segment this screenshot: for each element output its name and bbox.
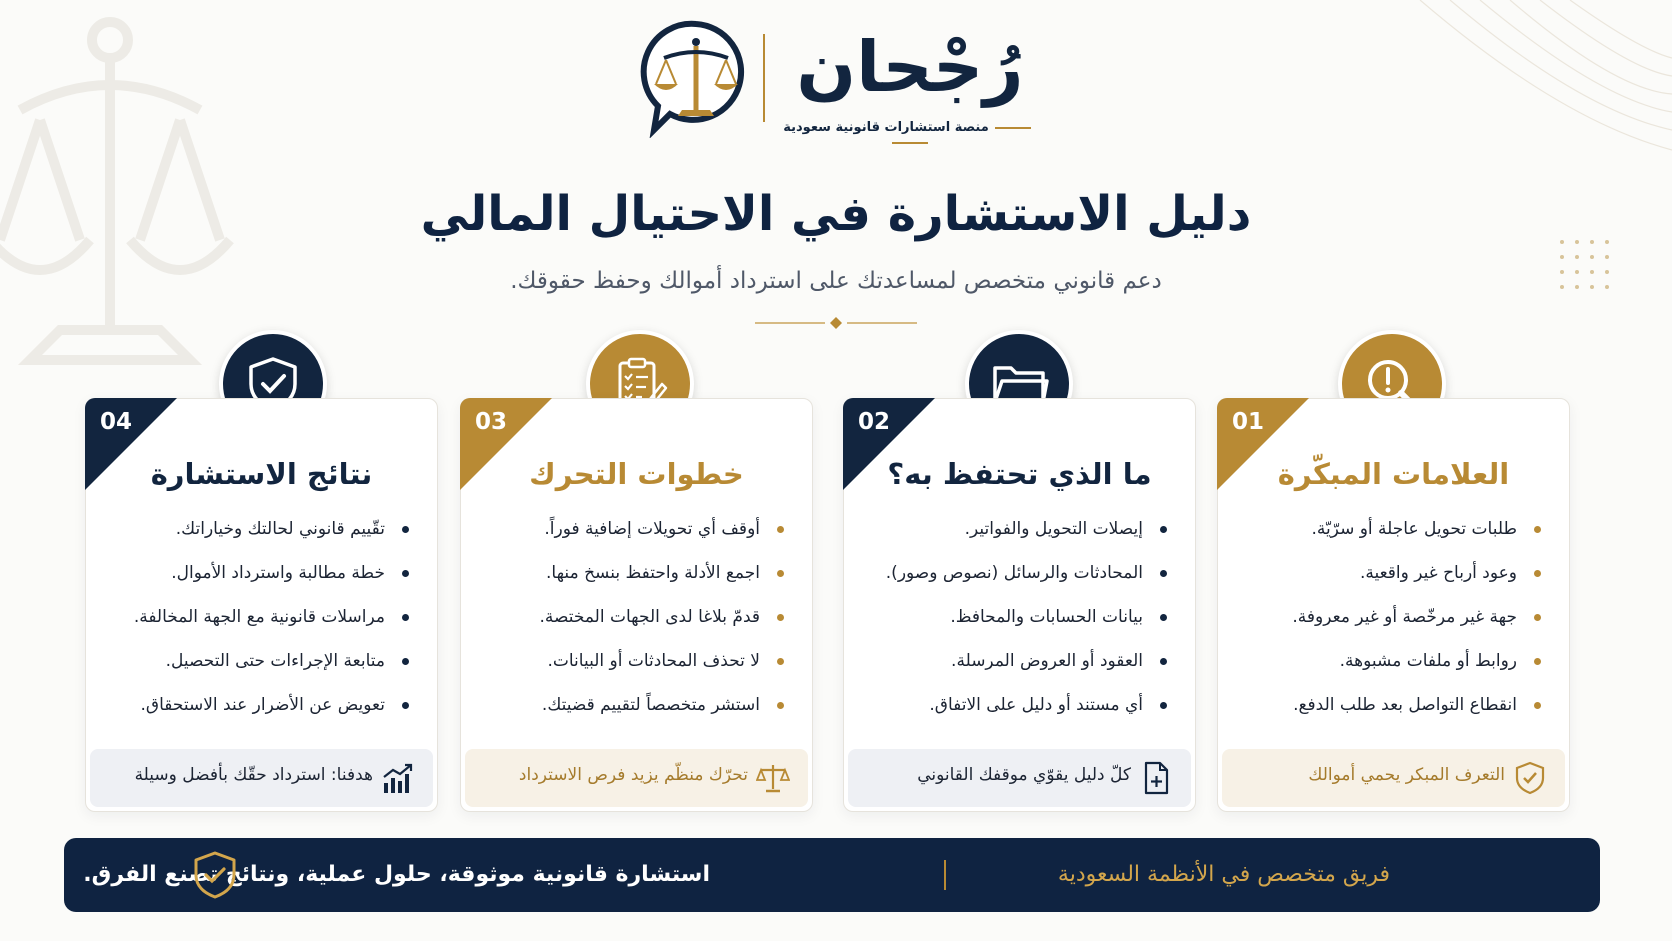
list-item: أوقف أي تحويلات إضافية فوراً.: [476, 514, 786, 558]
banner-tagline-text: استشارة قانونية موثوقة، حلول عملية، ونتائج تصنع الفرق.: [83, 862, 710, 887]
list-item: لا تحذف المحادثات أو البيانات.: [476, 646, 786, 690]
card-title: خطوات التحرك: [529, 457, 744, 491]
card-footer: [90, 749, 433, 807]
list-item: العقود أو العروض المرسلة.: [859, 646, 1169, 690]
list-item: مراسلات قانونية مع الجهة المخالفة.: [101, 602, 411, 646]
card-number: 01: [1232, 409, 1265, 435]
list-item: تعويض عن الأضرار عند الاستحقاق.: [101, 690, 411, 734]
card-consultation-results: [85, 398, 438, 812]
scales-icon: [756, 761, 790, 795]
card-footer-text: هدفنا: استرداد حقّك بأفضل وسيلة: [134, 765, 373, 785]
list-item: إيصلات التحويل والفواتير.: [859, 514, 1169, 558]
header: [0, 0, 1672, 160]
card-list: [476, 514, 786, 734]
list-item: انقطاع التواصل بعد طلب الدفع.: [1233, 690, 1543, 734]
list-item: قدمّ بلاغا لدى الجهات المختصة.: [476, 602, 786, 646]
card-footer-text: كلّ دليل يقوّي موقفك القانوني: [917, 765, 1131, 785]
card-footer: [1222, 749, 1565, 807]
card-action-steps: [460, 398, 813, 812]
title-divider: [755, 317, 917, 329]
list-item: وعود أرباح غير واقعية.: [1233, 558, 1543, 602]
list-item: تقّييم قانوني لحالتك وخياراتك.: [101, 514, 411, 558]
card-title: نتائج الاستشارة: [150, 457, 373, 491]
document-add-icon: [1139, 761, 1173, 795]
banner-separator: [944, 860, 946, 890]
card-what-to-keep: [843, 398, 1196, 812]
list-item: المحادثات والرسائل (نصوص وصور).: [859, 558, 1169, 602]
card-title: العلامات المبكّرة: [1277, 457, 1510, 491]
list-item: أي مستند أو دليل على الاتفاق.: [859, 690, 1169, 734]
card-title: ما الذي تحتفظ به؟: [887, 457, 1152, 491]
card-list: [101, 514, 411, 734]
list-item: بيانات الحسابات والمحافظ.: [859, 602, 1169, 646]
list-item: استشر متخصصاً لتقييم قضيتك.: [476, 690, 786, 734]
card-number: 04: [100, 409, 133, 435]
bottom-banner: [64, 838, 1600, 912]
logo-separator: [763, 34, 765, 122]
list-item: خطة مطالبة واسترداد الأموال.: [101, 558, 411, 602]
card-number: 02: [858, 409, 891, 435]
brand-name: رُجْحان: [796, 26, 1024, 108]
shield-check-icon: [1513, 761, 1547, 795]
scales-logo-icon: [640, 18, 752, 138]
banner-team-text: فريق متخصص في الأنظمة السعودية: [1057, 862, 1390, 887]
card-footer-text: تحرّك منظّم يزيد فرص الاسترداد: [518, 765, 748, 785]
brand-tagline: منصة استشارات قانونية سعودية: [780, 120, 1040, 150]
card-list: [1233, 514, 1543, 734]
card-list: [859, 514, 1169, 734]
list-item: روابط أو ملفات مشبوهة.: [1233, 646, 1543, 690]
card-early-signs: [1217, 398, 1570, 812]
list-item: اجمع الأدلة واحتفظ بنسخ منها.: [476, 558, 786, 602]
page-subtitle: دعم قانوني متخصص لمساعدتك على استرداد أموالك وحفظ حقوقك.: [510, 268, 1162, 294]
growth-chart-icon: [381, 761, 415, 795]
card-footer: [465, 749, 808, 807]
page-title: دليل الاستشارة في الاحتيال المالي: [420, 186, 1252, 242]
card-footer-text: التعرف المبكر يحمي أموالك: [1308, 765, 1505, 785]
list-item: طلبات تحويل عاجلة أو سرّيّة.: [1233, 514, 1543, 558]
shield-check-icon: [192, 850, 238, 900]
card-number: 03: [475, 409, 508, 435]
list-item: متابعة الإجراءات حتى التحصيل.: [101, 646, 411, 690]
card-footer: [848, 749, 1191, 807]
list-item: جهة غير مرخّصة أو غير معروفة.: [1233, 602, 1543, 646]
